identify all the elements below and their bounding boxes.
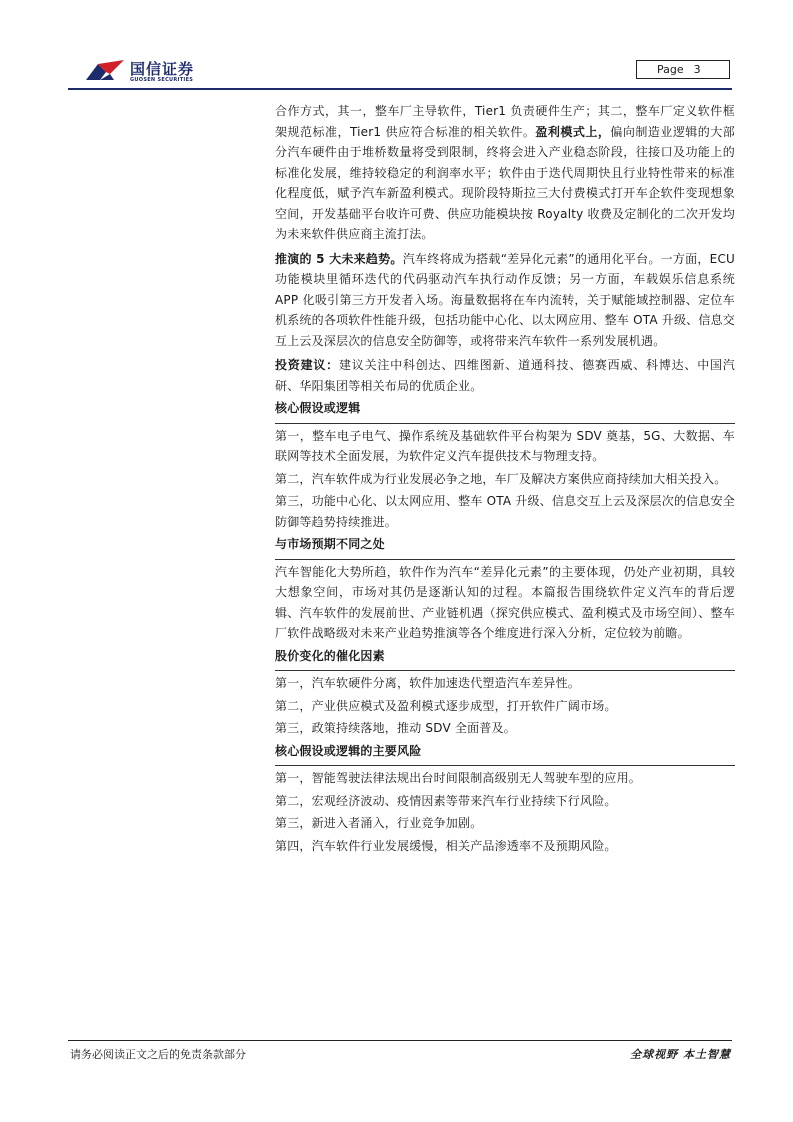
section-heading-core-assumptions: 核心假设或逻辑 [275,401,361,415]
section-divider [275,423,735,424]
list-item: 第二，产业供应模式及盈利模式逐步成型，打开软件广阔市场。 [275,698,617,713]
report-body [275,101,735,858]
list-item: 第二，汽车软件成为行业发展必争之地，车厂及解决方案供应商持续加大相关投入。 [275,471,727,486]
section-divider [275,559,735,560]
page-number-box [636,60,730,79]
footer-slogan: 全球视野 本土智慧 [630,1048,731,1061]
list-item: 第三，功能中心化、以太网应用、整车 OTA 升级、信息交互上云及深层次的信息安全防御等趋势持续推进。 [275,494,735,529]
paragraph-trends: 推演的 5 大未来趋势。汽车终将成为搭载“差异化元素”的通用化平台。一方面，ECU 功能模块里循环迭代的代码驱动汽车执行动作反馈；另一方面，车载娱乐信息系统 APP 化吸引第三方开发者入场。海量数据将在车内流转，关于赋能域控制器、定位车机系统的各项软件性能升级，包括功能中心化、以太网应用、整车 OTA 升级、信息交互上云及深层次的信息安全防御等，或将带来汽车软件一系列发展机遇。 [275,251,736,348]
page-label: Page [657,63,684,76]
list-item: 第一，智能驾驶法律法规出台时间限制高级别无人驾驶车型的应用。 [275,771,642,785]
footer-disclaimer: 请务必阅读正文之后的免责条款部分 [70,1048,246,1061]
list-item: 第一，整车电子电气、操作系统及基础软件平台构架为 SDV 奠基，5G、大数据、车联网等技术全面发展，为软件定义汽车提供技术与物理支持。 [275,428,735,463]
section-heading-catalysts: 股价变化的催化因素 [275,648,385,663]
footer-divider [68,1040,732,1041]
page-number: 3 [693,63,701,76]
section-heading-risks: 核心假设或逻辑的主要风险 [275,743,422,758]
paragraph-market-difference: 汽车智能化大势所趋，软件作为汽车“差异化元素”的主要体现，仍处产业初期，具较大想象空间，市场对其仍是逐渐认知的过程。本篇报告围绕软件定义汽车的背后逻辑、汽车软件的发展前世、产业链机遇（探究供应模式、盈利模式及市场空间）、整车厂软件战略级对未来产业趋势推演等各个维度进行深入分析，定位较为前瞻。 [275,564,735,640]
section-heading-market-difference: 与市场预期不同之处 [275,537,385,551]
logo-chinese-name: 国信证券 [130,60,195,78]
list-item: 第三，新进入者涌入，行业竞争加剧。 [275,816,483,830]
logo-mark-icon [84,58,126,84]
header-divider [68,88,732,90]
section-divider [275,765,735,766]
list-item: 第二，宏观经济波动、疫情因素等带来汽车行业持续下行风险。 [275,793,617,808]
paragraph-investment-advice: 投资建议：建议关注中科创达、四维图新、道通科技、德赛西威、科博达、中国汽研、华阳集团等相关布局的优质企业。 [275,358,735,393]
list-item: 第一，汽车软硬件分离，软件加速迭代塑造汽车差异性。 [275,676,581,690]
logo-english-name: GUOSEN SECURITIES [130,77,194,83]
list-item: 第四，汽车软件行业发展缓慢，相关产品渗透率不及预期风险。 [275,838,617,853]
guosen-logo [84,56,204,86]
paragraph-cooperation: 合作方式，其一，整车厂主导软件，Tier1 负责硬件生产；其二，整车厂定义软件框架规范标准，Tier1 供应符合标准的相关软件。盈利模式上，偏向制造业逻辑的大部分汽车硬件由于堆桥数量将受到限制，终将会进入产业稳态阶段，往接口及功能上的标准化发展，维持较稳定的利润率水平；软件由于迭代周期快且行业特性带来的标准化程度低，赋予汽车新盈利模式。现阶段特斯拉三大付费模式打开车企软件变现想象空间，开发基础平台收许可费、供应功能模块按 Royalty 收费及定制化的二次开发均为未来软件供应商主流打法。 [275,104,735,241]
list-item: 第三，政策持续落地，推动 SDV 全面普及。 [275,721,516,735]
section-divider [275,670,735,671]
